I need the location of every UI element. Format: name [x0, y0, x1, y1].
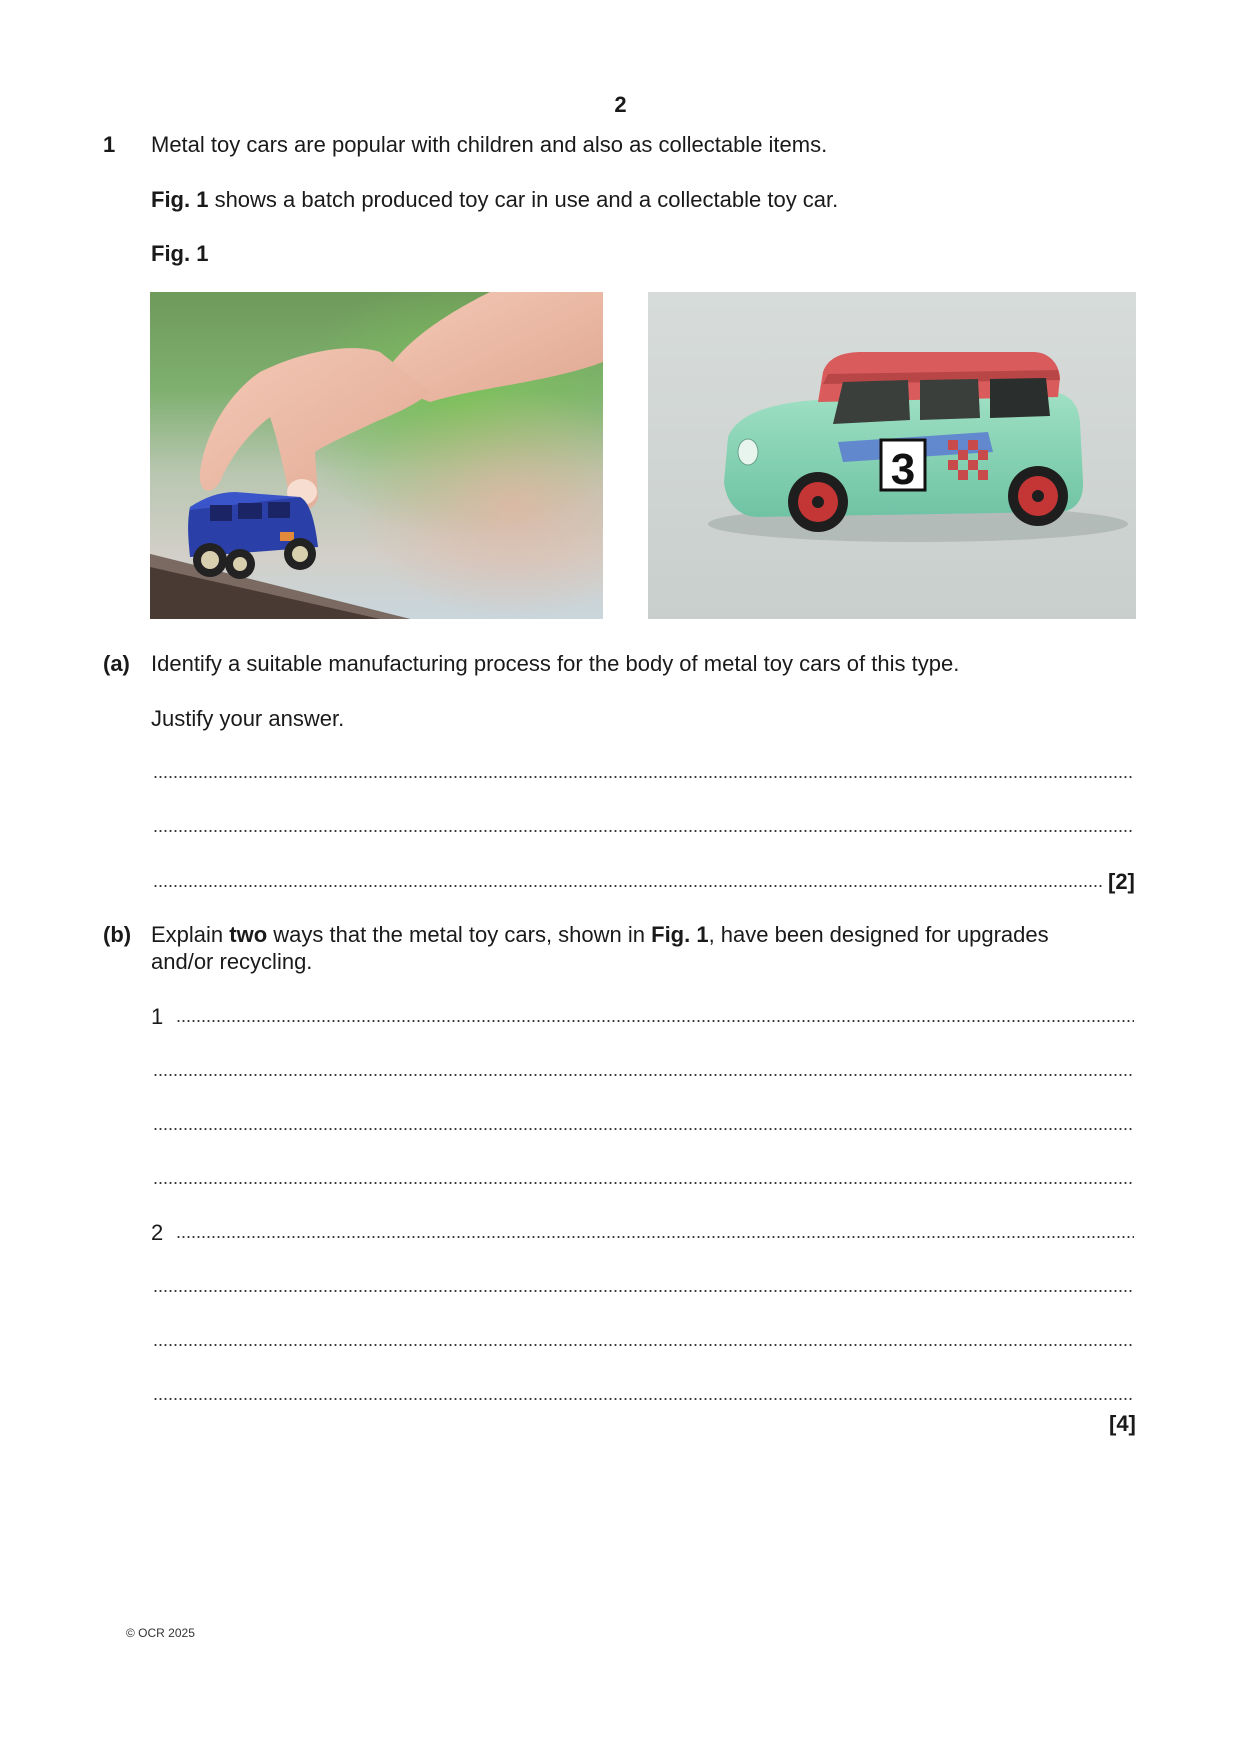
part-b-label: (b)	[103, 922, 132, 947]
part-a-prompt: Identify a suitable manufacturing process for the body of metal toy cars of this type.	[151, 651, 960, 676]
answer-line-b2-1[interactable]	[176, 1235, 1134, 1239]
part-a-marks: [2]	[1108, 869, 1135, 894]
answer-line-a1[interactable]	[153, 775, 1134, 779]
part-b-prompt-bold1: two	[229, 922, 268, 947]
part-b-prompt-line2: and/or recycling.	[151, 949, 313, 974]
answer-line-a3[interactable]	[153, 884, 1103, 888]
photo-collectable-toy-car	[648, 292, 1136, 619]
figure-reference-text	[151, 187, 838, 213]
answer-line-b1-2[interactable]	[153, 1073, 1134, 1077]
answer-line-b2-2[interactable]	[153, 1289, 1134, 1293]
answer-line-a2[interactable]	[153, 829, 1134, 833]
car-number: 3	[890, 445, 916, 494]
question-intro: Metal toy cars are popular with children and also as collectable items.	[151, 132, 828, 157]
part-a-instruction: Justify your answer.	[151, 706, 345, 731]
part-b-prompt-seg2: ways that the metal toy cars, shown in	[267, 922, 652, 947]
answer-line-b2-3[interactable]	[153, 1343, 1134, 1347]
answer-line-b1-4[interactable]	[153, 1181, 1134, 1185]
answer-2-number: 2	[151, 1220, 164, 1245]
copyright-footer: © OCR 2025	[126, 1626, 195, 1640]
page-number: 2	[614, 92, 627, 117]
part-b-prompt-seg3: , have been designed for upgrades	[708, 922, 1049, 947]
part-b-marks: [4]	[1109, 1411, 1136, 1436]
answer-line-b1-3[interactable]	[153, 1127, 1134, 1131]
answer-1-number: 1	[151, 1004, 164, 1029]
answer-line-b1-1[interactable]	[176, 1019, 1134, 1023]
question-number: 1	[103, 132, 116, 157]
figure-ref-bold: Fig. 1	[151, 187, 209, 212]
figure-label: Fig. 1	[151, 241, 209, 266]
part-a-label: (a)	[103, 651, 130, 676]
figure-ref-rest: shows a batch produced toy car in use and a collectable toy car.	[208, 187, 839, 212]
answer-line-b2-4[interactable]	[153, 1397, 1134, 1401]
part-b-prompt-bold2: Fig. 1	[651, 922, 709, 947]
part-b-prompt	[151, 922, 1049, 948]
part-b-prompt-seg1: Explain	[151, 922, 230, 947]
photo-child-toy-van	[150, 292, 603, 619]
